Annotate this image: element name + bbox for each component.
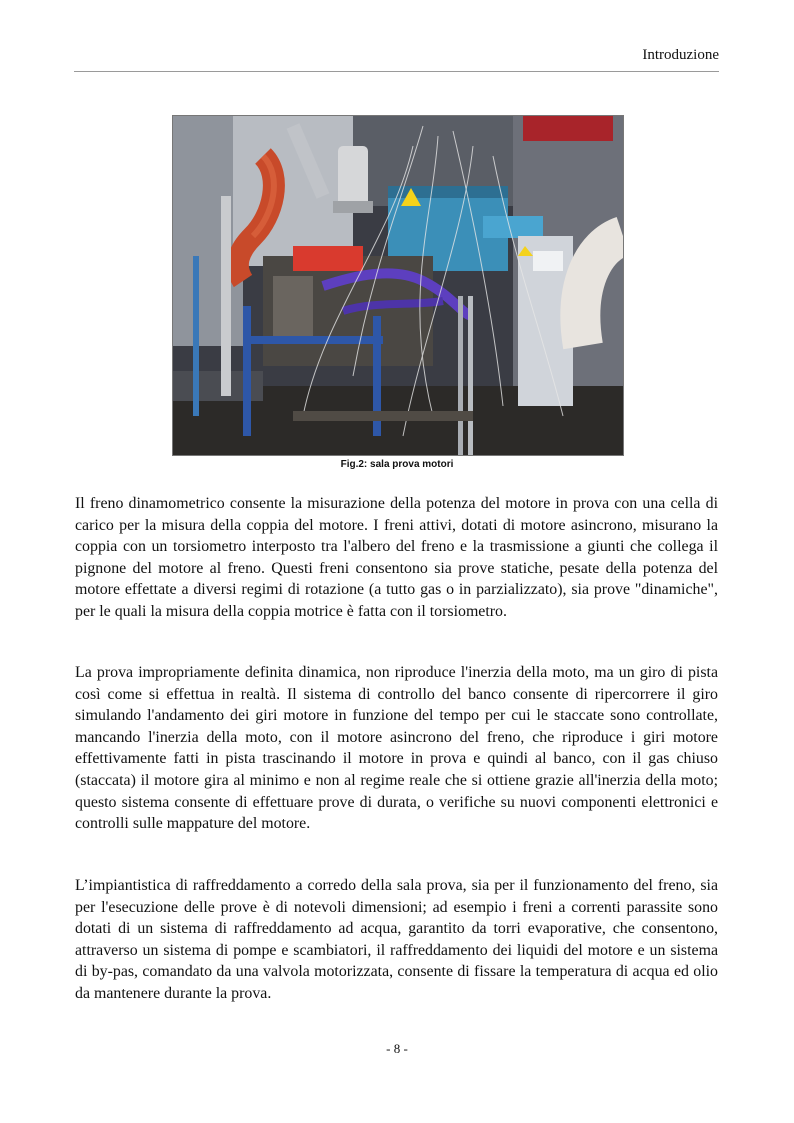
paragraph-brake: Il freno dinamometrico consente la misurazione della potenza del motore in prova con una cella di carico per la misura della coppia del motore. I freni attivi, dotati di motore asincrono, misurano la coppia con un torsiometro interposto tra l'albero del freno e la trasmissione a giunti che collega il pignone del motore al freno. Questi freni consentono sia prove statiche, pesate della potenza del motore effettate a diversi regimi di rotazione (a tutto gas o in parzializzato), sia prove "dinamiche", per le quali la misura della coppia motrice è fatta con il torsiometro. bbox=[75, 495, 718, 620]
engine-test-room-photo bbox=[172, 115, 624, 456]
page-number: - 8 - bbox=[386, 1041, 408, 1056]
figure-caption: Fig.2: sala prova motori bbox=[340, 459, 454, 470]
paragraph-dynamic-test: La prova impropriamente definita dinamica, non riproduce l'inerzia della moto, ma un giro di pista così come si effettua in realtà. Il sistema di controllo del banco consente di ripercorrere il giro simulando l'andamento dei giri motore in funzione del tempo per cui le staccate sono controllate, mancando l'inerzia della moto, con il motore asincrono del freno, che riproduce i giri motore effettivamente fatti in pista trascinando il motore in prova e quindi al banco, con il gas chiuso (staccata) il motore gira al minimo e non al regime reale che si ottiene grazie all'inerzia della moto; questo sistema consente di effettuare prove di durata, o verifiche su nuovi componenti elettronici e controlli sulle mappature del motore. bbox=[75, 664, 718, 833]
photo-illustration bbox=[173, 116, 623, 455]
header-title: Introduzione bbox=[642, 47, 719, 63]
paragraph-cooling: L’impiantistica di raffreddamento a corredo della sala prova, sia per il funzionamento del freno, sia per l'esecuzione delle prove è di notevoli dimensioni; ad esempio i freni a correnti parassite sono dotati di un sistema di raffreddamento ad acqua, garantito da torri evaporative, che consentono, attraverso un sistema di pompe e scambiatori, il raffreddamento dei liquidi del motore e un sistema di by-pas, comandato da una valvola motorizzata, consente di fissare la temperatura di acqua ed olio da mantenere durante la prova. bbox=[75, 877, 718, 1002]
page-header bbox=[74, 47, 719, 72]
